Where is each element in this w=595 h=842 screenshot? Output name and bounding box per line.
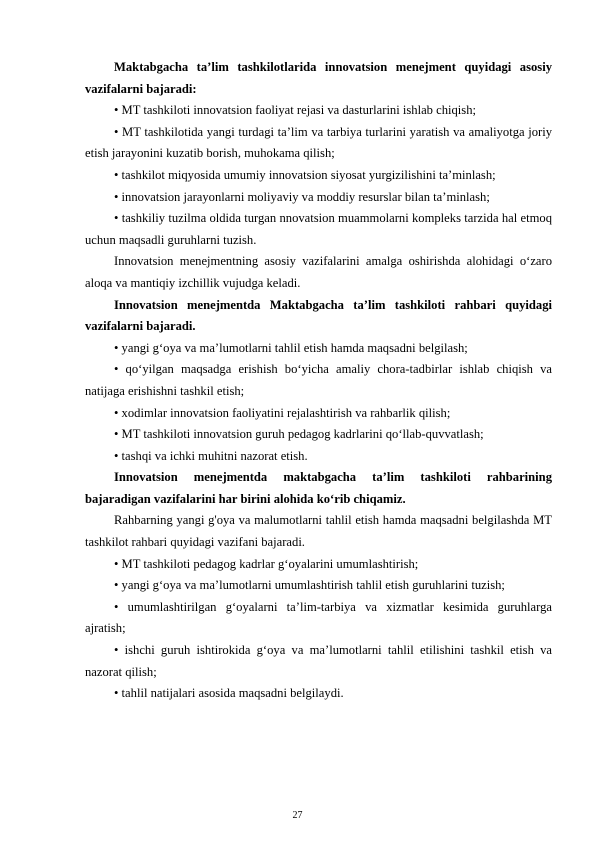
bullet-item: • tashkilot miqyosida umumiy innovatsion siyosat yurgizilishini ta’minlash; [114, 167, 496, 182]
section-heading: Innovatsion menejmentda Maktabgacha ta’lim tashkiloti rahbari quyidagi vazifalarni bajaradi. [85, 297, 552, 334]
bullet-item: • tashkiliy tuzilma oldida turgan nnovatsion muammolarni kompleks tarzida hal etmoq uchun maqsadli guruhlarni tuzish. [85, 211, 552, 247]
bullet-item: • MT tashkiloti pedagog kadrlar g‘oyalarini umumlashtirish; [114, 556, 419, 571]
bullet-item: • MT tashkiloti innovatsion guruh pedagog kadrlarini qo‘llab-quvvatlash; [114, 427, 484, 442]
bullet-item: • qo‘yilgan maqsadga erishish bo‘yicha amaliy chora-tadbirlar ishlab chiqish va natijaga erishishni tashkil etish; [85, 362, 552, 398]
bullet-item: • MT tashkilotida yangi turdagi ta’lim va tarbiya turlarini yaratish va amaliyotga joriy etish jarayonini kuzatib borish, muhokama qilish; [85, 124, 552, 161]
body-paragraph: Innovatsion menejmentning asosiy vazifalarini amalga oshirishda alohidagi o‘zaro aloqa va mantiqiy izchillik vujudga keladi. [85, 254, 552, 290]
bullet-item: • yangi g‘oya va ma’lumotlarni tahlil etish hamda maqsadni belgilash; [114, 340, 468, 355]
bullet-item: • tahlil natijalari asosida maqsadni belgilaydi. [114, 686, 344, 701]
section-heading: Maktabgacha ta’lim tashkilotlarida innovatsion menejment quyidagi asosiy vazifalarni bajaradi: [85, 60, 552, 96]
bullet-item: • MT tashkiloti innovatsion faoliyat rejasi va dasturlarini ishlab chiqish; [114, 103, 476, 118]
section-heading: Innovatsion menejmentda maktabgacha ta’lim tashkiloti rahbarining bajaradigan vazifalarini har birini alohida ko‘rib chiqamiz. [85, 470, 552, 506]
document-body [85, 57, 552, 705]
bullet-item: • umumlashtirilgan g‘oyalarni ta’lim-tarbiya va xizmatlar kesimida guruhlarga ajratish; [85, 599, 552, 636]
bullet-item: • ishchi guruh ishtirokida g‘oya va ma’lumotlarni tahlil etilishini tashkil etish va nazorat qilish; [85, 643, 552, 679]
bullet-item: • tashqi va ichki muhitni nazorat etish. [114, 448, 308, 463]
bullet-item: • innovatsion jarayonlarni moliyaviy va moddiy resurslar bilan ta’minlash; [114, 189, 490, 204]
bullet-item: • yangi g‘oya va ma’lumotlarni umumlashtirish tahlil etish guruhlarini tuzish; [114, 578, 505, 593]
bullet-item: • xodimlar innovatsion faoliyatini rejalashtirish va rahbarlik qilish; [114, 405, 451, 420]
page-number: 27 [292, 810, 303, 821]
body-paragraph: Rahbarning yangi g'oya va malumotlarni tahlil etish hamda maqsadni belgilashda MT tashkilot rahbari quyidagi vazifani bajaradi. [85, 513, 552, 550]
